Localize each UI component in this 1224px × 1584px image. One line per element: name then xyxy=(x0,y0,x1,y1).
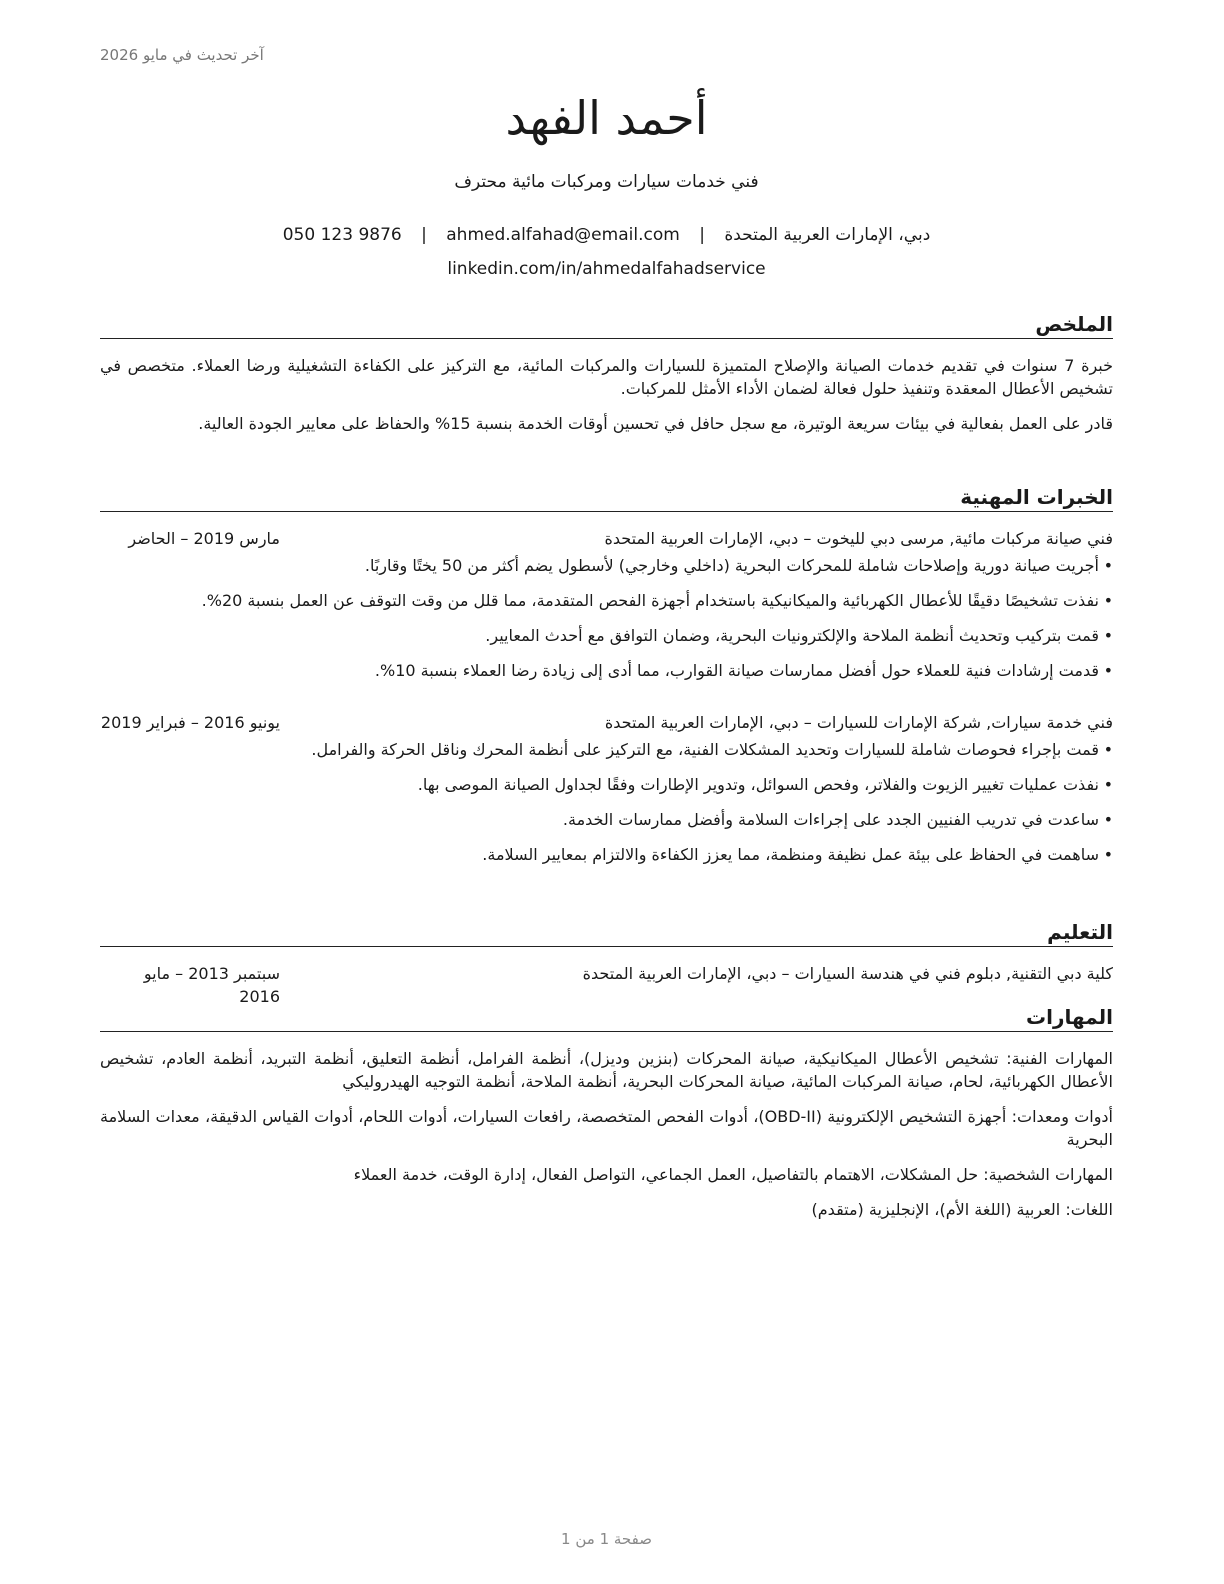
page-number: صفحة 1 من 1 xyxy=(561,1530,652,1548)
summary-paragraph: قادر على العمل بفعالية في بيئات سريعة الوتيرة، مع سجل حافل في تحسين أوقات الخدمة بنسبة 15% والحفاظ على معايير الجودة العالية. xyxy=(198,414,1113,433)
skill-line: المهارات الشخصية: حل المشكلات، الاهتمام بالتفاصيل، العمل الجماعي، التواصل الفعال، إدارة الوقت، خدمة العملاء xyxy=(353,1165,1113,1184)
skill-line: المهارات الفنية: تشخيص الأعطال الميكانيكية، صيانة المحركات (بنزين وديزل)، أنظمة الفرامل، أنظمة التعليق، أنظمة التبريد، أنظمة العادم، تشخيص الأعطال الكهربائية، لحام، صيانة المركبات المائية، صيانة المحركات البحرية، أنظمة الملاحة، أنظمة التوجيه الهيدروليكي xyxy=(100,1049,1113,1091)
skill-line: اللغات: العربية (اللغة الأم)، الإنجليزية (متقدم) xyxy=(811,1200,1113,1219)
last-updated: آخر تحديث في مايو 2026 xyxy=(100,46,264,64)
contact-line xyxy=(100,223,1113,247)
section-heading: الملخص xyxy=(100,310,1113,339)
education-school: كلية دبي التقنية, دبلوم فني في هندسة السيارات – دبي، الإمارات العربية المتحدة xyxy=(582,964,1113,983)
job-entry xyxy=(100,711,1113,866)
bullet-item: • ساهمت في الحفاظ على بيئة عمل نظيفة ومنظمة، مما يعزز الكفاءة والالتزام بمعايير السلامة. xyxy=(100,843,1113,866)
bullet-item: • نفذت تشخيصًا دقيقًا للأعطال الكهربائية والميكانيكية باستخدام أجهزة الفحص المتقدمة، مما قلل من وقت التوقف عن العمل بنسبة 20%. xyxy=(100,589,1113,612)
section-heading: الخبرات المهنية xyxy=(100,483,1113,512)
contact-location: دبي، الإمارات العربية المتحدة xyxy=(724,225,931,245)
education-entry xyxy=(100,962,1113,1008)
job-bullets xyxy=(100,738,1113,866)
candidate-name: أحمد الفهد xyxy=(505,91,708,145)
bullet-item: • قمت بتركيب وتحديث أنظمة الملاحة والإلكترونيات البحرية، وضمان التوافق مع أحدث المعايير. xyxy=(100,624,1113,647)
job-header xyxy=(100,711,1113,734)
bullet-item: • أجريت صيانة دورية وإصلاحات شاملة للمحركات البحرية (داخلي وخارجي) لأسطول يضم أكثر من 50 يختًا وقاربًا. xyxy=(100,554,1113,577)
education-dates: سبتمبر 2013 – مايو 2016 xyxy=(143,964,280,1006)
contact-email[interactable]: ahmed.alfahad@email.com xyxy=(446,225,680,245)
contact-phone: 050 123 9876 xyxy=(282,225,402,245)
skills-section xyxy=(100,1003,1113,1221)
summary-paragraph: خبرة 7 سنوات في تقديم خدمات الصيانة والإصلاح المتميزة للسيارات والمركبات المائية، مع التركيز على الكفاءة التشغيلية ورضا العملاء. متخصص في تشخيص الأعطال المعقدة وتنفيذ حلول فعالة لضمان الأداء الأمثل للمركبات. xyxy=(100,356,1114,398)
job-role-company: فني خدمة سيارات, شركة الإمارات للسيارات – دبي، الإمارات العربية المتحدة xyxy=(604,713,1113,732)
summary-section xyxy=(100,310,1113,435)
job-entry xyxy=(100,527,1113,682)
job-header xyxy=(100,527,1113,550)
job-dates: يونيو 2016 – فبراير 2019 xyxy=(100,713,280,732)
skill-line: أدوات ومعدات: أجهزة التشخيص الإلكترونية (OBD-II)، أدوات الفحص المتخصصة، رافعات السيارات، أدوات اللحام، أدوات القياس الدقيقة، معدات السلامة البحرية xyxy=(100,1107,1113,1149)
contact-linkedin[interactable]: linkedin.com/in/ahmedalfahadservice xyxy=(447,259,766,279)
job-bullets xyxy=(100,554,1113,682)
bullet-item: • قمت بإجراء فحوصات شاملة للسيارات وتحديد المشكلات الفنية، مع التركيز على أنظمة المحرك وناقل الحركة والفرامل. xyxy=(100,738,1113,761)
bullet-item: • قدمت إرشادات فنية للعملاء حول أفضل ممارسات صيانة القوارب، مما أدى إلى زيادة رضا العملاء بنسبة 10%. xyxy=(100,659,1113,682)
candidate-title: فني خدمات سيارات ومركبات مائية محترف xyxy=(454,172,759,192)
resume-page xyxy=(100,0,1113,1584)
job-role-company: فني صيانة مركبات مائية, مرسى دبي لليخوت – دبي، الإمارات العربية المتحدة xyxy=(604,529,1113,548)
section-heading: التعليم xyxy=(100,918,1113,947)
contact-separator: | xyxy=(699,225,705,245)
experience-section xyxy=(100,483,1113,866)
bullet-item: • نفذت عمليات تغيير الزيوت والفلاتر، وفحص السوائل، وتدوير الإطارات وفقًا لجداول الصيانة الموصى بها. xyxy=(100,773,1113,796)
section-heading: المهارات xyxy=(100,1003,1113,1032)
job-dates: مارس 2019 – الحاضر xyxy=(128,529,280,548)
education-section xyxy=(100,918,1113,1008)
bullet-item: • ساعدت في تدريب الفنيين الجدد على إجراءات السلامة وأفضل ممارسات الخدمة. xyxy=(100,808,1113,831)
contact-separator: | xyxy=(421,225,427,245)
